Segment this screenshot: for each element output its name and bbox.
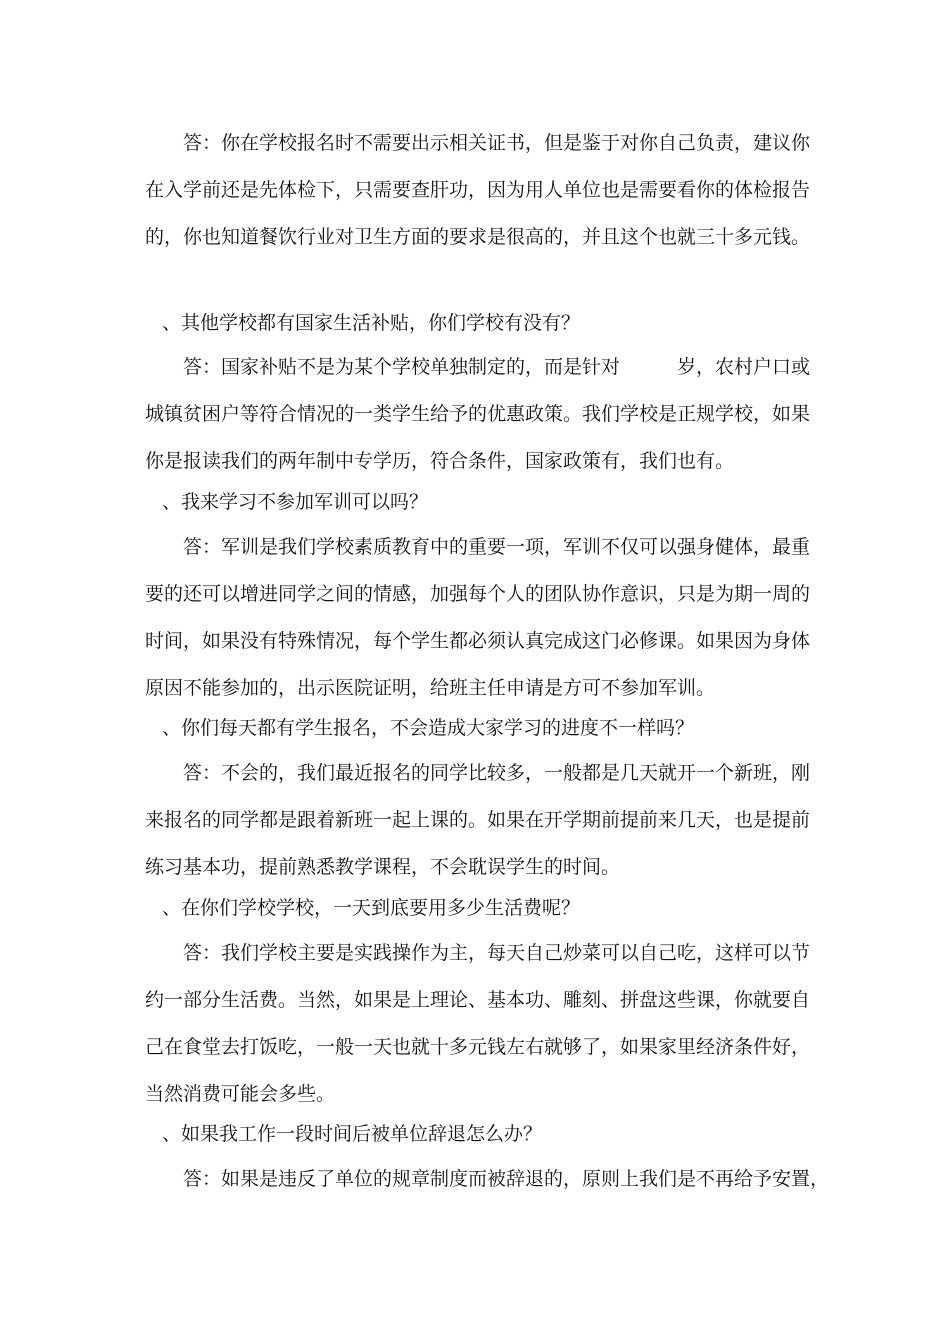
question-heading: 、其他学校都有国家生活补贴，你们学校有没有？ — [162, 312, 581, 334]
answer-line — [183, 355, 810, 379]
answer-text: 答：国家补贴不是为某个学校单独制定的，而是针对 — [183, 356, 621, 378]
answer-line: 在入学前还是先体检下，只需要查肝功，因为用人单位也是需要看你的体检报告 — [145, 179, 811, 201]
answer-line: 时间，如果没有特殊情况，每个学生都必须认真完成这门必修课。如果因为身体 — [145, 630, 811, 652]
answer-line: 要的还可以增进同学之间的情感，加强每个人的团队协作意识，只是为期一周的 — [145, 583, 811, 605]
answer-line: 当然消费可能会多些。 — [145, 1083, 336, 1105]
answer-line: 答：你在学校报名时不需要出示相关证书，但是鉴于对你自己负责，建议你 — [183, 132, 811, 154]
answer-text: 岁，农村户口或 — [676, 356, 810, 378]
answer-line: 的，你也知道餐饮行业对卫生方面的要求是很高的，并且这个也就三十多元钱。 — [145, 226, 811, 248]
answer-line: 答：不会的，我们最近报名的同学比较多，一般都是几天就开一个新班，刚 — [183, 762, 811, 784]
answer-line: 原因不能参加的，出示医院证明，给班主任申请是方可不参加军训。 — [145, 677, 716, 699]
answer-line: 答：我们学校主要是实践操作为主，每天自己炒菜可以自己吃，这样可以节 — [183, 942, 811, 964]
answer-line: 来报名的同学都是跟着新班一起上课的。如果在开学期前提前来几天，也是提前 — [145, 809, 811, 831]
answer-line: 己在食堂去打饭吃，一般一天也就十多元钱左右就够了，如果家里经济条件好， — [145, 1036, 811, 1058]
question-heading: 、如果我工作一段时间后被单位辞退怎么办？ — [162, 1123, 543, 1145]
question-heading: 、在你们学校学校，一天到底要用多少生活费呢？ — [162, 897, 581, 919]
question-heading: 、我来学习不参加军训可以吗？ — [162, 491, 429, 513]
answer-line: 城镇贫困户等符合情况的一类学生给予的优惠政策。我们学校是正规学校，如果 — [145, 403, 811, 425]
answer-line: 约一部分生活费。当然，如果是上理论、基本功、雕刻、拼盘这些课，你就要自 — [145, 989, 811, 1011]
answer-line: 答：军训是我们学校素质教育中的重要一项，军训不仅可以强身健体，最重 — [183, 536, 811, 558]
question-heading: 、你们每天都有学生报名，不会造成大家学习的进度不一样吗？ — [162, 717, 695, 739]
answer-line: 你是报读我们的两年制中专学历，符合条件，国家政策有，我们也有。 — [145, 450, 735, 472]
answer-line: 练习基本功，提前熟悉教学课程，不会耽误学生的时间。 — [145, 856, 621, 878]
answer-line: 答：如果是违反了单位的规章制度而被辞退的，原则上我们是不再给予安置， — [183, 1168, 830, 1190]
